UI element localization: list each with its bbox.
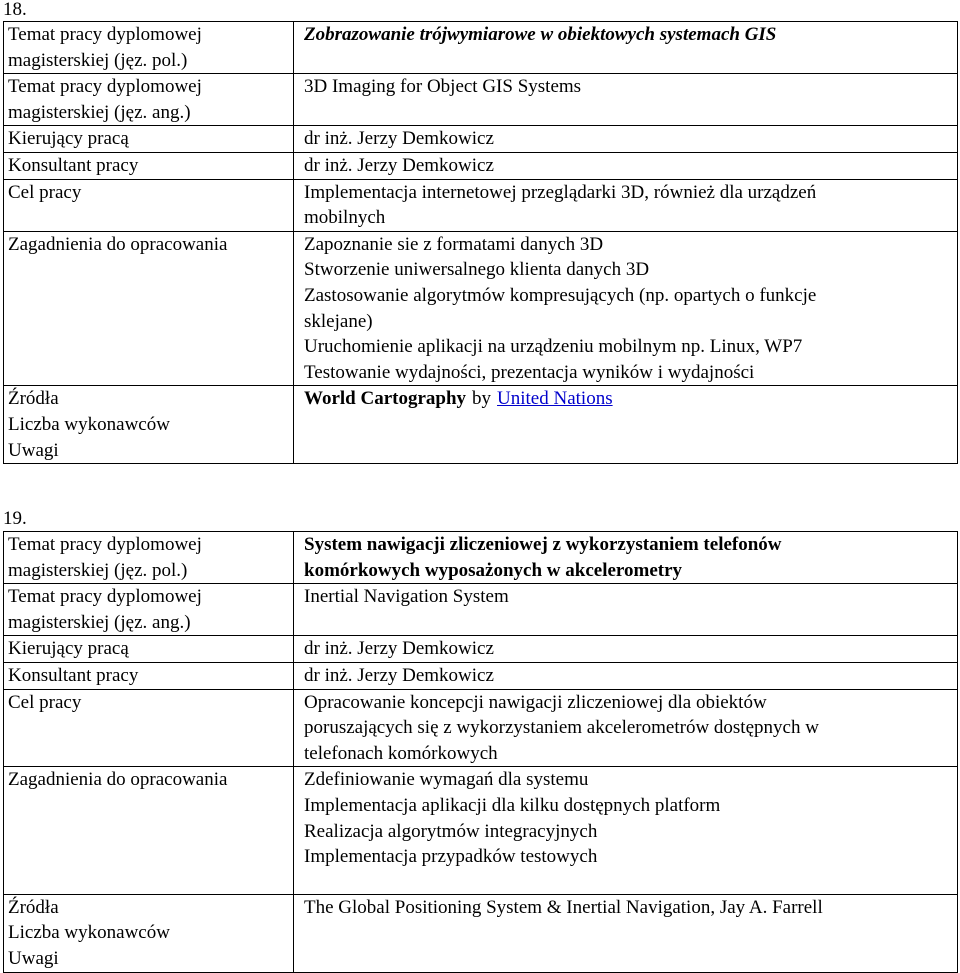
thesis-table-19	[3, 531, 958, 973]
row-title-pl	[4, 532, 958, 584]
value-title-en: Inertial Navigation System	[294, 584, 958, 636]
source-title: World Cartography	[304, 388, 467, 410]
row-topics	[4, 231, 958, 386]
topic-item: Zdefiniowanie wymagań dla systemu	[304, 769, 589, 791]
row-title-pl	[4, 22, 958, 74]
label-topics: Zagadnienia do opracowania	[4, 767, 294, 894]
label-source-group	[4, 894, 294, 972]
label-supervisor: Kierujący pracą	[4, 636, 294, 663]
value-topics	[294, 767, 958, 894]
value-title-en: 3D Imaging for Object GIS Systems	[294, 74, 958, 126]
row-supervisor	[4, 126, 958, 153]
row-title-en	[4, 74, 958, 126]
section-number: 19.	[3, 508, 27, 529]
label-source: Źródła	[8, 896, 59, 918]
value-consultant: dr inż. Jerzy Demkowicz	[294, 662, 958, 689]
row-source	[4, 386, 958, 464]
value-consultant: dr inż. Jerzy Demkowicz	[294, 152, 958, 179]
topic-item: Realizacja algorytmów integracyjnych	[304, 820, 598, 842]
topic-item: Testowanie wydajności, prezentacja wyników i wydajności	[304, 361, 755, 383]
row-goal	[4, 689, 958, 767]
value-supervisor: dr inż. Jerzy Demkowicz	[294, 636, 958, 663]
topic-item: Implementacja aplikacji dla kilku dostępnych platform	[304, 794, 721, 816]
label-goal: Cel pracy	[4, 689, 294, 767]
label-notes: Uwagi	[8, 439, 59, 461]
topic-item: sklejane)	[304, 310, 373, 332]
topic-item: Implementacja przypadków testowych	[304, 846, 598, 868]
label-goal: Cel pracy	[4, 179, 294, 231]
row-title-en	[4, 584, 958, 636]
topic-item: Uruchomienie aplikacji na urządzeniu mobilnym np. Linux, WP7	[304, 336, 803, 358]
topic-item: Zapoznanie sie z formatami danych 3D	[304, 233, 604, 255]
label-consultant: Konsultant pracy	[4, 662, 294, 689]
topic-item: Zastosowanie algorytmów kompresujących (np. opartych o funkcje	[304, 284, 817, 306]
row-source	[4, 894, 958, 972]
label-source: Źródła	[8, 388, 59, 410]
label-title-en: Temat pracy dyplomowej magisterskiej (jęz. ang.)	[4, 74, 294, 126]
label-consultant: Konsultant pracy	[4, 152, 294, 179]
row-goal	[4, 179, 958, 231]
source-by: by	[472, 388, 492, 410]
row-consultant	[4, 662, 958, 689]
section-number: 18.	[3, 0, 27, 20]
value-topics	[294, 231, 958, 386]
label-title-en: Temat pracy dyplomowej magisterskiej (jęz. ang.)	[4, 584, 294, 636]
label-notes: Uwagi	[8, 947, 59, 969]
source-link[interactable]: United Nations	[497, 388, 613, 410]
label-count: Liczba wykonawców	[8, 413, 170, 435]
thesis-table-18	[3, 21, 958, 464]
row-supervisor	[4, 636, 958, 663]
label-title-pl: Temat pracy dyplomowej magisterskiej (jęz. pol.)	[4, 22, 294, 74]
topic-item: Stworzenie uniwersalnego klienta danych 3D	[304, 259, 650, 281]
label-supervisor: Kierujący pracą	[4, 126, 294, 153]
label-count: Liczba wykonawców	[8, 922, 170, 944]
row-consultant	[4, 152, 958, 179]
value-supervisor: dr inż. Jerzy Demkowicz	[294, 126, 958, 153]
label-source-group	[4, 386, 294, 464]
row-topics	[4, 767, 958, 894]
value-source: The Global Positioning System & Inertial Navigation, Jay A. Farrell	[294, 894, 958, 972]
value-source	[294, 386, 958, 464]
value-goal: Opracowanie koncepcji nawigacji zliczeniowej dla obiektów poruszających się z wykorzystaniem akcelerometrów dostępnych w telefonach komórkowych	[294, 689, 958, 767]
label-title-pl: Temat pracy dyplomowej magisterskiej (jęz. pol.)	[4, 532, 294, 584]
value-title-pl: Zobrazowanie trójwymiarowe w obiektowych systemach GIS	[294, 22, 958, 74]
label-topics: Zagadnienia do opracowania	[4, 231, 294, 386]
value-goal: Implementacja internetowej przeglądarki 3D, również dla urządzeń mobilnych	[294, 179, 958, 231]
value-title-pl: System nawigacji zliczeniowej z wykorzystaniem telefonów komórkowych wyposażonych w akcelerometry	[294, 532, 958, 584]
